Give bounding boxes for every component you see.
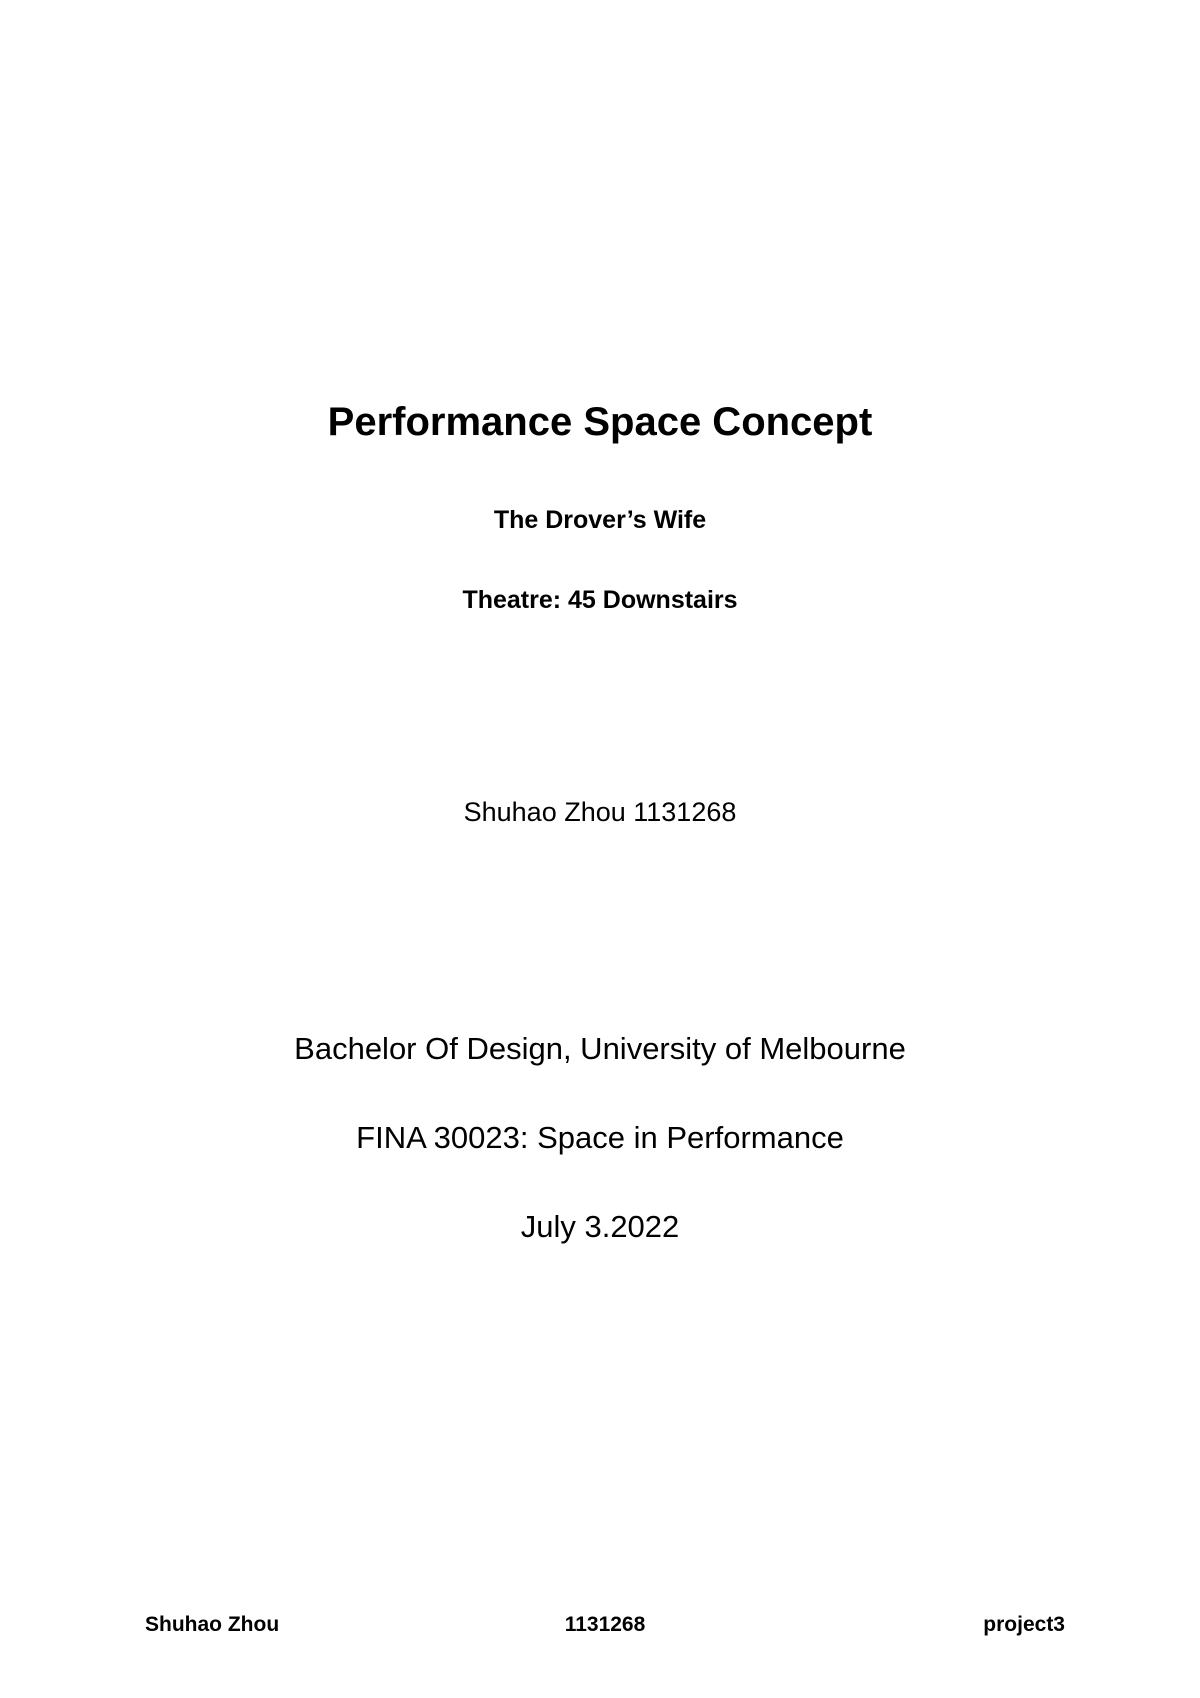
- document-title: Performance Space Concept: [327, 400, 873, 444]
- date-line: July 3.2022: [520, 1209, 680, 1244]
- footer-student-id: 1131268: [564, 1613, 646, 1636]
- footer-author: Shuhao Zhou: [145, 1613, 280, 1636]
- author-line: Shuhao Zhou 1131268: [463, 797, 737, 827]
- page-footer: [145, 1608, 1065, 1642]
- degree-line: Bachelor Of Design, University of Melbourne: [294, 1031, 906, 1066]
- theatre-name: Theatre: 45 Downstairs: [462, 586, 738, 614]
- course-line: FINA 30023: Space in Performance: [356, 1120, 844, 1155]
- footer-project: project3: [983, 1613, 1065, 1636]
- play-title: The Drover’s Wife: [493, 506, 707, 534]
